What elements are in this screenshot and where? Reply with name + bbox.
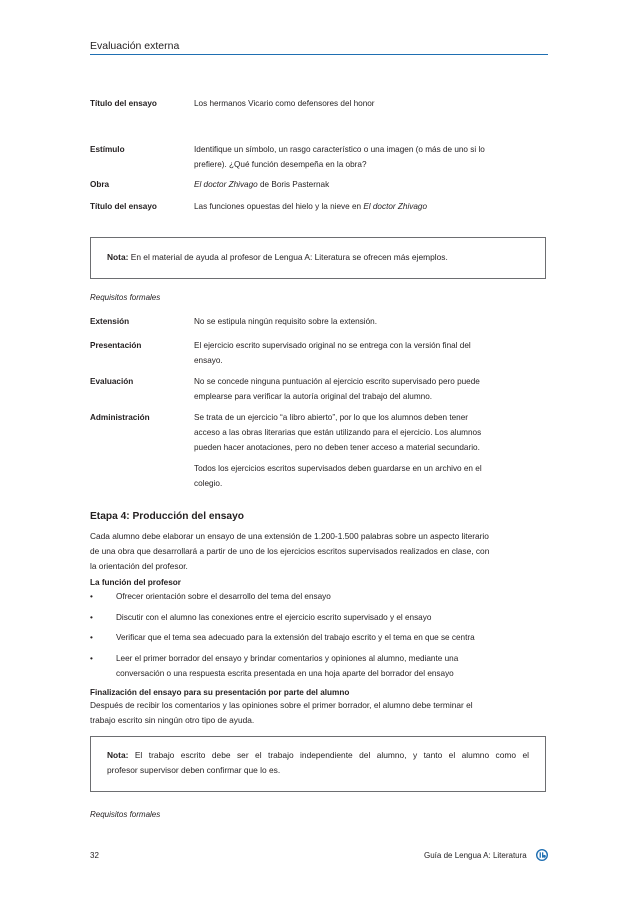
work-author: de Boris Pasternak [257, 180, 330, 189]
row-value-line: Identifique un símbolo, un rasgo característico o una imagen (o más de uno si lo [194, 145, 485, 154]
bullet-icon: • [90, 633, 93, 642]
header-rule [90, 54, 548, 55]
row-value [194, 338, 544, 368]
note-label: Nota: [107, 750, 129, 760]
row-value-pre: Las funciones opuestas del hielo y la nieve en [194, 202, 364, 211]
row-value: No se estipula ningún requisito sobre la extensión. [194, 317, 377, 326]
row-label: Título del ensayo [90, 99, 157, 108]
row-value-line: Todos los ejercicios escritos supervisados deben guardarse en un archivo en el [194, 464, 482, 473]
row-value [194, 142, 544, 172]
finalization-heading: Finalización del ensayo para su presentación por parte del alumno [90, 688, 350, 697]
bullet-text: Discutir con el alumno las conexiones entre el ejercicio escrito supervisado y el ensayo [116, 613, 432, 622]
bullet-line: conversación o una respuesta escrita presentada en una hoja aparte del borrador del ensayo [116, 669, 454, 678]
row-value-line: Se trata de un ejercicio “a libro abierto”, por lo que los alumnos deben tener [194, 413, 468, 422]
row-value [194, 177, 544, 192]
note-line [107, 748, 529, 763]
row-value [194, 199, 544, 214]
note-text: En el material de ayuda al profesor de Lengua A: Literatura se ofrecen más ejemplos. [128, 252, 448, 262]
intro-line: Cada alumno debe elaborar un ensayo de una extensión de 1.200-1.500 palabras sobre un aspecto literario [90, 531, 489, 541]
row-value-line: pueden hacer anotaciones, pero no deben tener acceso a material secundario. [194, 443, 480, 452]
row-value-line: prefiere). ¿Qué función desempeña en la obra? [194, 160, 367, 169]
bullet-text: Ofrecer orientación sobre el desarrollo del tema del ensayo [116, 592, 331, 601]
formal-requirements-caption: Requisitos formales [90, 810, 161, 819]
teacher-role-heading: La función del profesor [90, 578, 181, 587]
row-value [194, 374, 544, 404]
final-line: Después de recibir los comentarios y las opiniones sobre el primer borrador, el alumno debe terminar el [90, 700, 473, 710]
note-box [90, 237, 546, 279]
finalization-text [90, 698, 548, 728]
row-label: Administración [90, 413, 150, 422]
footer-guide-title: Guía de Lengua A: Literatura [424, 851, 527, 860]
bullet-line: Leer el primer borrador del ensayo y brindar comentarios y opiniones al alumno, mediante una [116, 654, 459, 663]
page-number: 32 [90, 851, 99, 860]
row-value-line: acceso a las obras literarias que están utilizando para el ejercicio. Los alumnos [194, 428, 482, 437]
note-line: profesor supervisor deben confirmar que lo es. [107, 765, 281, 775]
row-label: Obra [90, 180, 110, 189]
bullet-icon: • [90, 613, 93, 622]
note-label: Nota: [107, 252, 129, 262]
row-label: Título del ensayo [90, 202, 157, 211]
stage4-intro [90, 529, 548, 574]
note-text: El trabajo escrito debe ser el trabajo independiente del alumno, y tanto el alumno como el [128, 750, 529, 760]
bullet-icon: • [90, 592, 93, 601]
section-heading: Etapa 4: Producción del ensayo [90, 511, 244, 522]
work-title: El doctor Zhivago [363, 202, 428, 211]
formal-requirements-caption: Requisitos formales [90, 293, 161, 302]
bullet-text [116, 651, 548, 681]
final-line: trabajo escrito sin ningún otro tipo de ayuda. [90, 715, 255, 725]
intro-line: la orientación del profesor. [90, 561, 188, 571]
row-value-line: El ejercicio escrito supervisado original no se entrega con la versión final del [194, 341, 471, 350]
header-title: Evaluación externa [90, 40, 180, 52]
ib-logo-icon [536, 849, 548, 861]
row-value: Los hermanos Vicario como defensores del honor [194, 99, 375, 108]
note-box [90, 736, 546, 792]
row-value-line: emplearse para verificar la autoría original del trabajo del alumno. [194, 392, 433, 401]
row-label: Presentación [90, 341, 142, 350]
row-label: Evaluación [90, 377, 134, 386]
row-label: Estímulo [90, 145, 125, 154]
bullet-icon: • [90, 654, 93, 663]
work-title: El doctor Zhivago [194, 180, 258, 189]
row-value [194, 410, 544, 491]
bullet-text: Verificar que el tema sea adecuado para la extensión del trabajo escrito y el tema en que se centra [116, 633, 475, 642]
row-value-line: No se concede ninguna puntuación al ejercicio escrito supervisado pero puede [194, 377, 480, 386]
intro-line: de una obra que desarrollará a partir de uno de los ejercicios escritos supervisados realizados en clase, con [90, 546, 490, 556]
row-value-line: colegio. [194, 479, 223, 488]
row-value-line: ensayo. [194, 356, 223, 365]
row-label: Extensión [90, 317, 130, 326]
